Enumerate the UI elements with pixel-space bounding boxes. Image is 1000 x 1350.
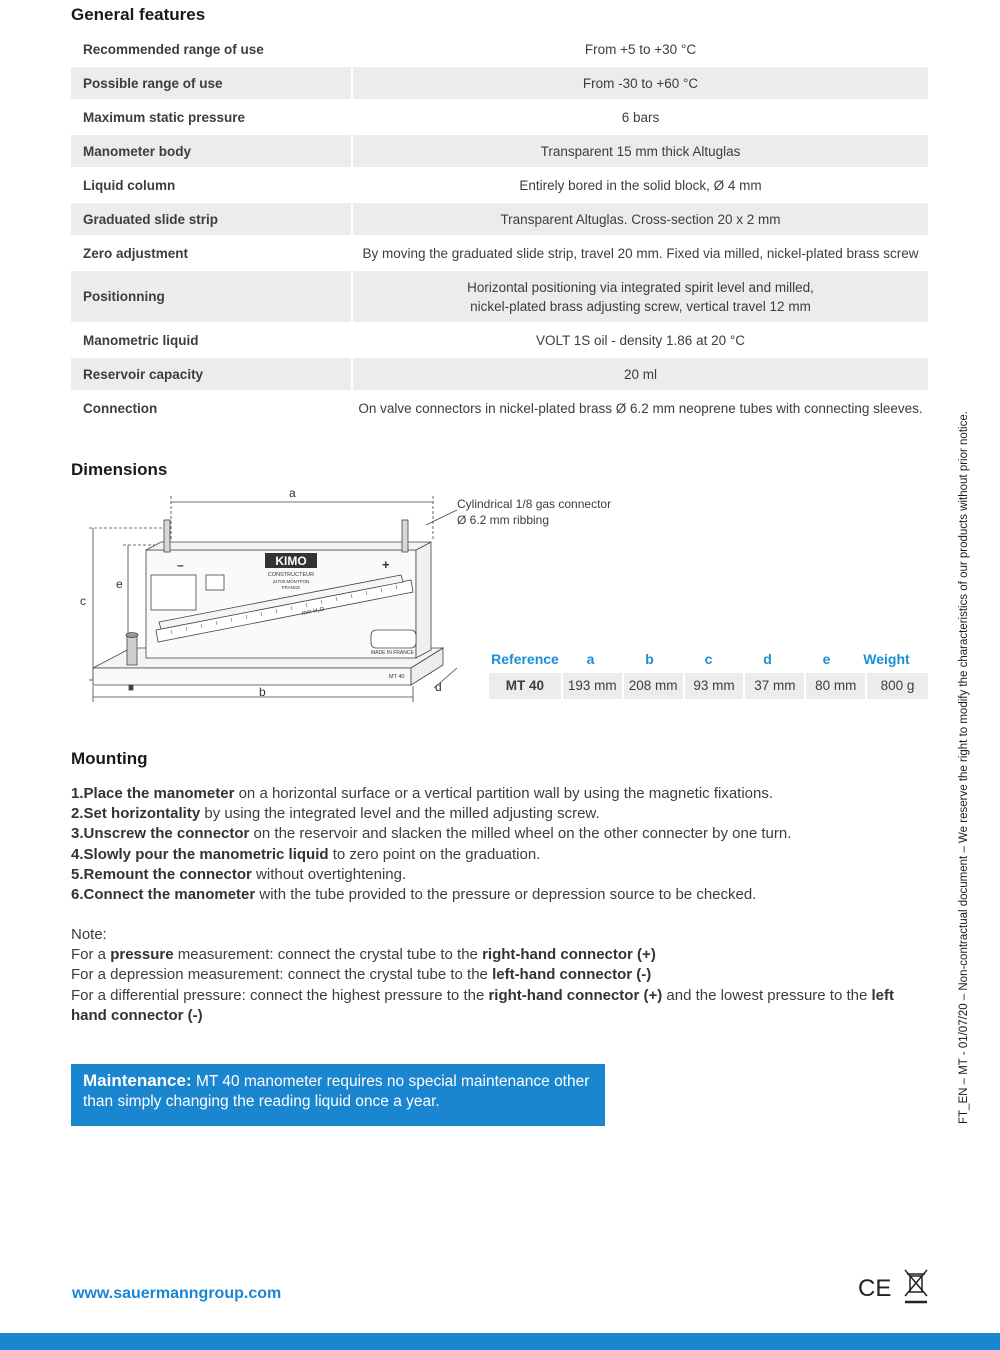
address-line2: FRANCE <box>281 585 301 590</box>
list-item: 2.Set horizontality by using the integrated level and the milled adjusting screw. <box>71 805 600 823</box>
header-b: b <box>645 651 654 667</box>
reference-header-row <box>489 648 928 670</box>
header-e: e <box>822 651 831 667</box>
mounting-steps <box>71 784 931 905</box>
cell-a: 193 mm <box>563 673 622 699</box>
feature-value: VOLT 1S oil - density 1.86 at 20 °C <box>535 332 745 348</box>
feature-label: Recommended range of use <box>83 41 264 57</box>
note-line: For a pressure measurement: connect the crystal tube to the right-hand connector (+) <box>71 946 656 964</box>
feature-label: Maximum static pressure <box>83 109 246 125</box>
minus-sign: – <box>177 558 184 572</box>
table-row <box>71 358 928 390</box>
table-row <box>71 101 928 133</box>
feature-value: On valve connectors in nickel-plated brass Ø 6.2 mm neoprene tubes with connecting sleeves. <box>358 400 923 416</box>
reference-table <box>489 648 928 699</box>
table-row <box>71 392 928 424</box>
table-row <box>71 67 928 99</box>
footer-bar <box>0 1333 1000 1350</box>
side-disclaimer: FT_EN – MT - 01/07/20 – Non-contractual document – We reserve the right to modify the characteristics of our products without prior notice. <box>958 411 970 1124</box>
general-features-title: General features <box>71 5 206 24</box>
feature-value: From +5 to +30 °C <box>584 41 697 57</box>
dim-d-label: d <box>435 680 442 694</box>
manometer-drawing <box>71 480 511 710</box>
feature-label: Graduated slide strip <box>71 203 351 235</box>
connector-callout-line1: Cylindrical 1/8 gas connector <box>457 497 612 511</box>
model-label: MT 40 <box>389 674 405 680</box>
table-row <box>71 237 928 269</box>
dimensions-title: Dimensions <box>71 460 168 479</box>
header-reference: Reference <box>491 651 559 667</box>
list-item: 1.Place the manometer on a horizontal surface or a vertical partition wall by using the magnetic fixations. <box>71 785 774 802</box>
header-d: d <box>763 651 772 667</box>
feature-value: Transparent 15 mm thick Altuglas <box>353 135 928 167</box>
note-block <box>71 925 931 1026</box>
address-line1: 24700 MONTPON <box>272 579 310 584</box>
dim-e-label: e <box>116 577 123 591</box>
website-link[interactable]: www.sauermanngroup.com <box>72 1285 282 1302</box>
feature-value: Entirely bored in the solid block, Ø 4 mm <box>519 177 762 193</box>
maintenance-title: Maintenance: <box>83 1071 192 1090</box>
table-row <box>71 169 928 201</box>
feature-value: Transparent Altuglas. Cross-section 20 x 2 mm <box>353 203 928 235</box>
list-item: 5.Remount the connector without overtightening. <box>71 865 407 883</box>
feature-label: Zero adjustment <box>83 245 189 261</box>
table-row <box>71 135 928 167</box>
feature-value: 6 bars <box>621 109 660 125</box>
list-item: 3.Unscrew the connector on the reservoir and slacken the milled wheel on the other connecter by one turn. <box>71 825 792 843</box>
cell-e: 80 mm <box>806 673 865 699</box>
feature-value-line2: nickel-plated brass adjusting screw, vertical travel 12 mm <box>470 298 811 314</box>
feature-value: 20 ml <box>353 358 928 390</box>
ce-mark: CE <box>858 1275 892 1302</box>
table-row <box>71 33 928 65</box>
header-weight: Weight <box>863 651 910 667</box>
unit-label: mm H₂O <box>301 606 325 617</box>
feature-label: Reservoir capacity <box>71 358 351 390</box>
plus-sign: + <box>382 557 390 572</box>
feature-label: Connection <box>83 400 158 416</box>
feature-value: By moving the graduated slide strip, travel 20 mm. Fixed via milled, nickel-plated brass screw <box>362 245 919 261</box>
header-a: a <box>586 651 595 667</box>
cell-b: 208 mm <box>624 673 683 699</box>
cell-d: 37 mm <box>745 673 804 699</box>
maintenance-box <box>71 1064 605 1126</box>
table-row <box>71 203 928 235</box>
feature-label: Liquid column <box>83 177 176 193</box>
feature-label: Positionning <box>71 271 351 322</box>
dim-b-label: b <box>259 685 266 699</box>
dim-c-label: c <box>80 594 86 608</box>
connector-callout <box>457 496 611 528</box>
feature-label: Manometer body <box>71 135 351 167</box>
mounting-title: Mounting <box>71 749 148 768</box>
kimo-logo-text: KIMO <box>275 554 307 568</box>
list-item: 6.Connect the manometer with the tube provided to the pressure or depression source to be checked. <box>71 886 757 904</box>
header-c: c <box>704 651 713 667</box>
constructeur-text: CONSTRUCTEUR <box>267 572 315 578</box>
note-title: Note: <box>71 926 107 943</box>
cell-reference: MT 40 <box>489 673 561 699</box>
feature-label: Manometric liquid <box>83 332 199 348</box>
feature-label: Possible range of use <box>71 67 351 99</box>
table-row <box>71 324 928 356</box>
note-line: For a depression measurement: connect the crystal tube to the left-hand connector (-) <box>71 966 652 984</box>
certification-marks <box>858 1266 930 1306</box>
table-row <box>71 271 928 322</box>
cell-c: 93 mm <box>685 673 744 699</box>
connector-callout-line2: Ø 6.2 mm ribbing <box>457 513 550 527</box>
feature-value: From -30 to +60 °C <box>353 67 928 99</box>
features-table <box>71 33 928 426</box>
list-item: 4.Slowly pour the manometric liquid to zero point on the graduation. <box>71 845 541 863</box>
made-in-label: MADE IN FRANCE <box>371 650 414 656</box>
reference-data-row <box>489 673 928 699</box>
weee-bin-icon <box>905 1270 927 1302</box>
feature-value-line1: Horizontal positioning via integrated spirit level and milled, <box>467 279 814 295</box>
feature-value <box>353 271 928 322</box>
cell-weight: 800 g <box>867 673 928 699</box>
note-line: For a differential pressure: connect the highest pressure to the right-hand connector (+) and the lowest pressure to the left hand connector (-) <box>71 986 895 1024</box>
maintenance-text: MT 40 manometer requires no special maintenance other than simply changing the reading liquid once a year. <box>83 1073 590 1110</box>
dim-a-label: a <box>289 486 296 500</box>
